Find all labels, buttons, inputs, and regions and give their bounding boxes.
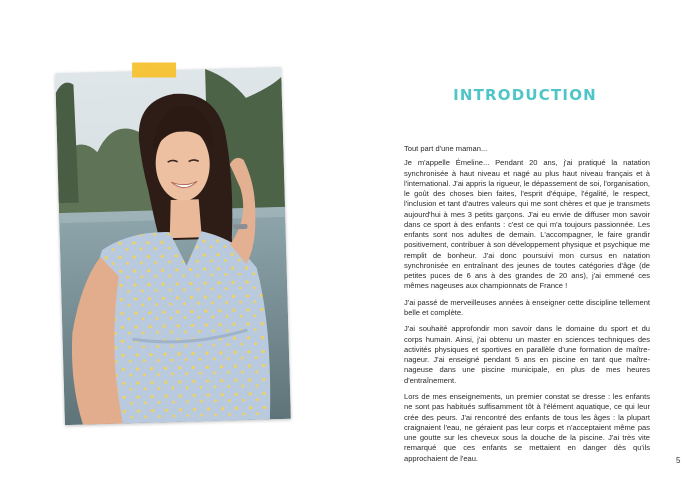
portrait-image	[55, 67, 291, 425]
paragraph: J'ai souhaité approfondir mon savoir dans le domaine du sport et du corps humain. Ainsi, j'ai obtenu un master en sciences techniques des activités physiques et sportives en parallèle d'une formation de maître-nageur. J'ai enseigné pendant 5 ans en piscine en tant que maître-nageuse dans une piscine municipale, en plus de mes heures d'entraînement.	[404, 324, 650, 385]
paragraph: J'ai passé de merveilleuses années à enseigner cette discipline tellement belle et complète.	[404, 297, 650, 317]
body-text	[404, 144, 650, 470]
paragraph: Lors de mes enseignements, un premier constat se dresse : les enfants ne sont pas habitués suffisamment tôt à l'élément aquatique, ce qui leur crée des peurs. J'ai rencontré des enfants de tous les âges : la plupart craignaient l'eau, ne géraient pas leur corps et n'acceptaient même pas une goutte sur les cheveux sous la douche de la piscine. J'ai très vite remarqué que ces enfants se mettaient en danger dès qu'ils approchaient de l'eau.	[404, 392, 650, 463]
photo-frame	[55, 67, 291, 425]
paragraph: Je m'appelle Émeline... Pendant 20 ans, j'ai pratiqué la natation synchronisée à haut niveau et nagé au plus haut niveau français et à l'international. J'ai appris la rigueur, le dépassement de soi, l'organisation, le goût des choses bien faites, l'esprit d'équipe, l'égalité, le respect, l'inclusion et tant d'autres valeurs qui me sont chères et que je transmets aujourd'hui à mes 3 petits garçons. J'ai eu envie de diffuser mon savoir dans ce sport à des enfants : c'est ce qui m'a toujours passionnée. Les enfants sont nos adultes de demain. L'accompagner, le faire grandir positivement, contribuer à son développement physique et psychique me remplit de bonheur. J'ai donc poursuivi mon cursus en natation synchronisée en entraînant des jeunes de toutes catégories d'âge (de petites puces de 6 ans à des grandes de 20 ans), j'ai emmené ces mêmes nageuses aux championnats de France !	[404, 158, 650, 291]
page-title: INTRODUCTION	[453, 86, 597, 104]
paragraph: Tout part d'une maman...	[404, 144, 488, 153]
tape-strip	[132, 62, 176, 77]
page-number: 5	[676, 456, 681, 465]
portrait-photo	[55, 67, 291, 425]
